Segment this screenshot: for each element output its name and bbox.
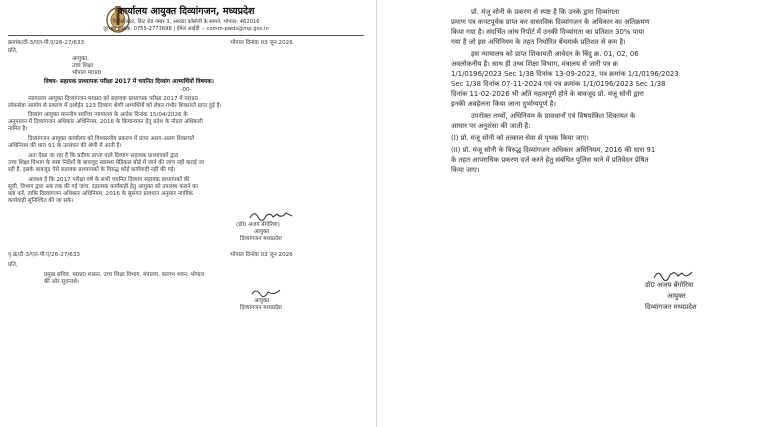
para4-line: उच्च शिक्षा विभाग के स्पष्ट निर्देशों के बावजूद स्वास्थ्य मेडिकल बोर्ड में जाने की जांच नहीं कराई जा bbox=[8, 160, 205, 166]
r-para2-line: इनकी अवहेलना किया जाना दुर्भाग्यपूर्ण है। bbox=[451, 100, 557, 108]
endorsement-text: प्रमुख सचिव, म0प्र0 शासन, उच्च शिक्षा विभाग, मंत्रालय, वल्लभ भवन, भोपाल bbox=[44, 272, 205, 278]
para5-line: कार्यवाही सुनिश्चित की जा सके। bbox=[8, 198, 74, 204]
signatory-name: (डॉ0 अजय बेंगोरिया) bbox=[236, 222, 280, 228]
r-item1: (I) प्रो. मंजू सोनी को तत्काल सेवा से पृथक किया जाए। bbox=[451, 134, 589, 142]
para4-line: अतः देखा जा रहा है कि प्रदीप्य प्राप्ता वाले दिव्यांग सहायक प्राध्यापकों द्वारा bbox=[28, 153, 179, 159]
endorsement-date: भोपाल दिनांक 03 जून 2026 bbox=[230, 252, 293, 258]
recipient-line: उच्च शिक्षा bbox=[72, 63, 94, 69]
para5-line: आवश्य है कि 2017 परीक्षा वर्ष के सभी चयनित दिव्यांग सहायक प्राध्यापकों की bbox=[28, 177, 190, 183]
r-item2-line: किया जाए। bbox=[451, 166, 480, 174]
endorsement-ref: पृ.क्रं/टी-3/एल-पी.ए/26-27/633 bbox=[8, 252, 80, 258]
subject-divider: -00- bbox=[180, 87, 192, 93]
r-item2-line: के तहत आपराधिक प्रकरण दर्ज करने हेतु संबंधित पुलिस थाने में प्रतिवेदन प्रेषित bbox=[451, 156, 649, 164]
r-para2-line: Sec 1/38 दिनांक 07-11-2024 एवं पत्र क्रमांक 1/1/0196/2023 Sec 1/38 bbox=[451, 80, 666, 88]
r-para2-line: दिनांक 11-02-2026 भी अति महत्वपूर्ण होने के बावजूद प्रो. मंजू सोनी द्वारा bbox=[451, 90, 644, 98]
r-para2-line: अवलोकनीय है। साथ ही उच्च शिक्षा विभाग, मंत्रालय से जारी पत्र क्र bbox=[451, 60, 618, 68]
recipient-line: आयुक्त, bbox=[72, 56, 89, 62]
para1-line: लोकसेवा आयोग से प्रकरण में दर्शाईत 123 दिव्यांग श्रेणी अभ्यर्थियों को लेकर गंभीर शिकायतें प्राप्त हुई है। bbox=[8, 103, 222, 109]
r-para3-line: आधार पर अनुशंसा की जाती है: bbox=[451, 122, 531, 130]
letter-date: भोपाल दिनांक 03 जून 2026 bbox=[230, 40, 293, 46]
header-divider bbox=[8, 35, 364, 36]
para2-line: दिव्यांग आयुक्त माननीय सर्वोच्च न्यायालय के आदेश दिनांक 15/04/2026 के bbox=[28, 112, 188, 118]
signature-image bbox=[250, 286, 286, 298]
ref-number: क्रमांक/टी-3/एल-पी.ए/26-27/633 bbox=[8, 40, 85, 46]
recipient-line: भोपाल म0प्र0 bbox=[72, 70, 102, 76]
r-item2-line: (II) प्रो. मंजू सोनी के विरुद्ध दिव्यांगजन अधिकार अधिनियम, 2016 की धारा 91 bbox=[451, 146, 656, 154]
r-para1-line: गया है जो इस अधिनियम के तहत निर्धारित बेंचमार्क प्रतिशत से कम है। bbox=[451, 38, 626, 46]
r-para1-line: किया गया है। संदर्भित जांच रिपोर्ट में उनकी दिव्यांगता का प्रतिशत 30% पाया bbox=[451, 28, 645, 36]
page-divider bbox=[376, 0, 377, 427]
r-signatory-title: आयुक्त bbox=[667, 292, 686, 300]
para5-line: कष्ट करें, ताकि दिव्यांगजन अधिकार अधिनियम, 2016 के सुसंगत प्रावधान अनुसार न्यायिक bbox=[8, 191, 193, 197]
endorsement-prati: प्रति, bbox=[8, 262, 18, 268]
prati-label: प्रति, bbox=[8, 48, 18, 54]
office-address: रिसोर्स सेंटर, किट रोड नम्बर 3, अरवडा कॉलोनी के सामने, भोपाल- 462016 bbox=[112, 19, 260, 25]
letter-page-right bbox=[383, 0, 768, 427]
subject-line: विषय- सहायक प्राध्यापक परीक्षा 2017 में चयनित दिव्यांग आभ्यर्थियों विषयक। bbox=[44, 79, 214, 85]
r-para1-line: प्रो. मंजू सोनी के प्रकरण से स्पष्ट है कि उनके द्वारा दिव्यांगता bbox=[471, 8, 620, 16]
r-signatory-dept: दिव्यांगजन मध्यप्रदेश bbox=[645, 303, 697, 311]
para5-line: सूची, विभाग द्वारा अब तक की गई जांच, दंडात्मक कार्यवाही हेतु आयुक्त को उपलब्ध कराने का bbox=[8, 184, 199, 190]
para2-line: अनुपालन में दिव्यांगजन अधिकार अधिनियम, 2016 के क्रियान्वयन हेतु प्रदेश के नोडल अधिकारी bbox=[8, 119, 203, 125]
page-gutter bbox=[372, 0, 383, 427]
para3-line: दिव्यांगजन आयुक्त कार्यालय को विश्वसनीय प्रकरण में प्राप्त अलग-अलग शिकायतें bbox=[28, 136, 195, 142]
r-para2-line: 1/1/0196/2023 Sec 1/38 दिनांक 13-09-2023, पत्र क्रमांक 1/1/0196/2023 bbox=[451, 70, 679, 78]
para4-line: रही है, इसके बावजूद ऐसे सहायक प्राध्यापकों के विरुद्ध कोई कार्यवाही नहीं की गई। bbox=[8, 167, 176, 173]
signatory-dept: दिव्यांगजन मध्यप्रदेश bbox=[240, 236, 282, 242]
r-para1-line: प्रमाण पत्र कपटपूर्वक प्राप्त कर वास्तविक दिव्यांगजन के अधिकार का अतिक्रमण bbox=[451, 18, 650, 26]
r-para3-line: उपरोक्त तथ्यों, अधिनियम के प्रावधानों एवं विषयांकित शिकायत के bbox=[471, 112, 636, 120]
letter-page-left bbox=[0, 0, 372, 427]
endorsement-signatory-title: आयुक्त bbox=[254, 298, 270, 304]
signature-image bbox=[248, 208, 294, 222]
para1-line: न्यायालय आयुक्त दिव्यांगजन म0प्र0 को सहायक प्राध्यापक परीक्षा 2017 में म0प्र0 bbox=[28, 96, 199, 102]
office-contact: दूरभाष क्रमांक: 0755-2773698 | ईमेल आईडी :- comm-pwds@mp.gov.in bbox=[103, 26, 269, 32]
r-para2-line: इस न्यायालय को प्राप्त शिकायती आवेदन के बिंदु क्र. 01, 02, 06 bbox=[471, 50, 639, 58]
endorsement-text: की ओर सूचनार्थ। bbox=[44, 279, 79, 285]
signatory-title: आयुक्त bbox=[254, 229, 270, 235]
office-title: कार्यालय आयुक्त दिव्यांगजन, मध्यप्रदेश bbox=[117, 6, 255, 17]
endorsement-signatory-dept: दिव्यांगजन मध्यप्रदेश bbox=[240, 305, 282, 311]
r-signatory-name: डॉ0 अजय बेंगोरिया bbox=[645, 281, 694, 289]
signature-image bbox=[651, 266, 695, 282]
para3-line: अधिनियम की धारा 91 के उल्लंघन की श्रेणी में आती है। bbox=[8, 143, 122, 149]
para2-line: नामित है। bbox=[8, 126, 28, 132]
